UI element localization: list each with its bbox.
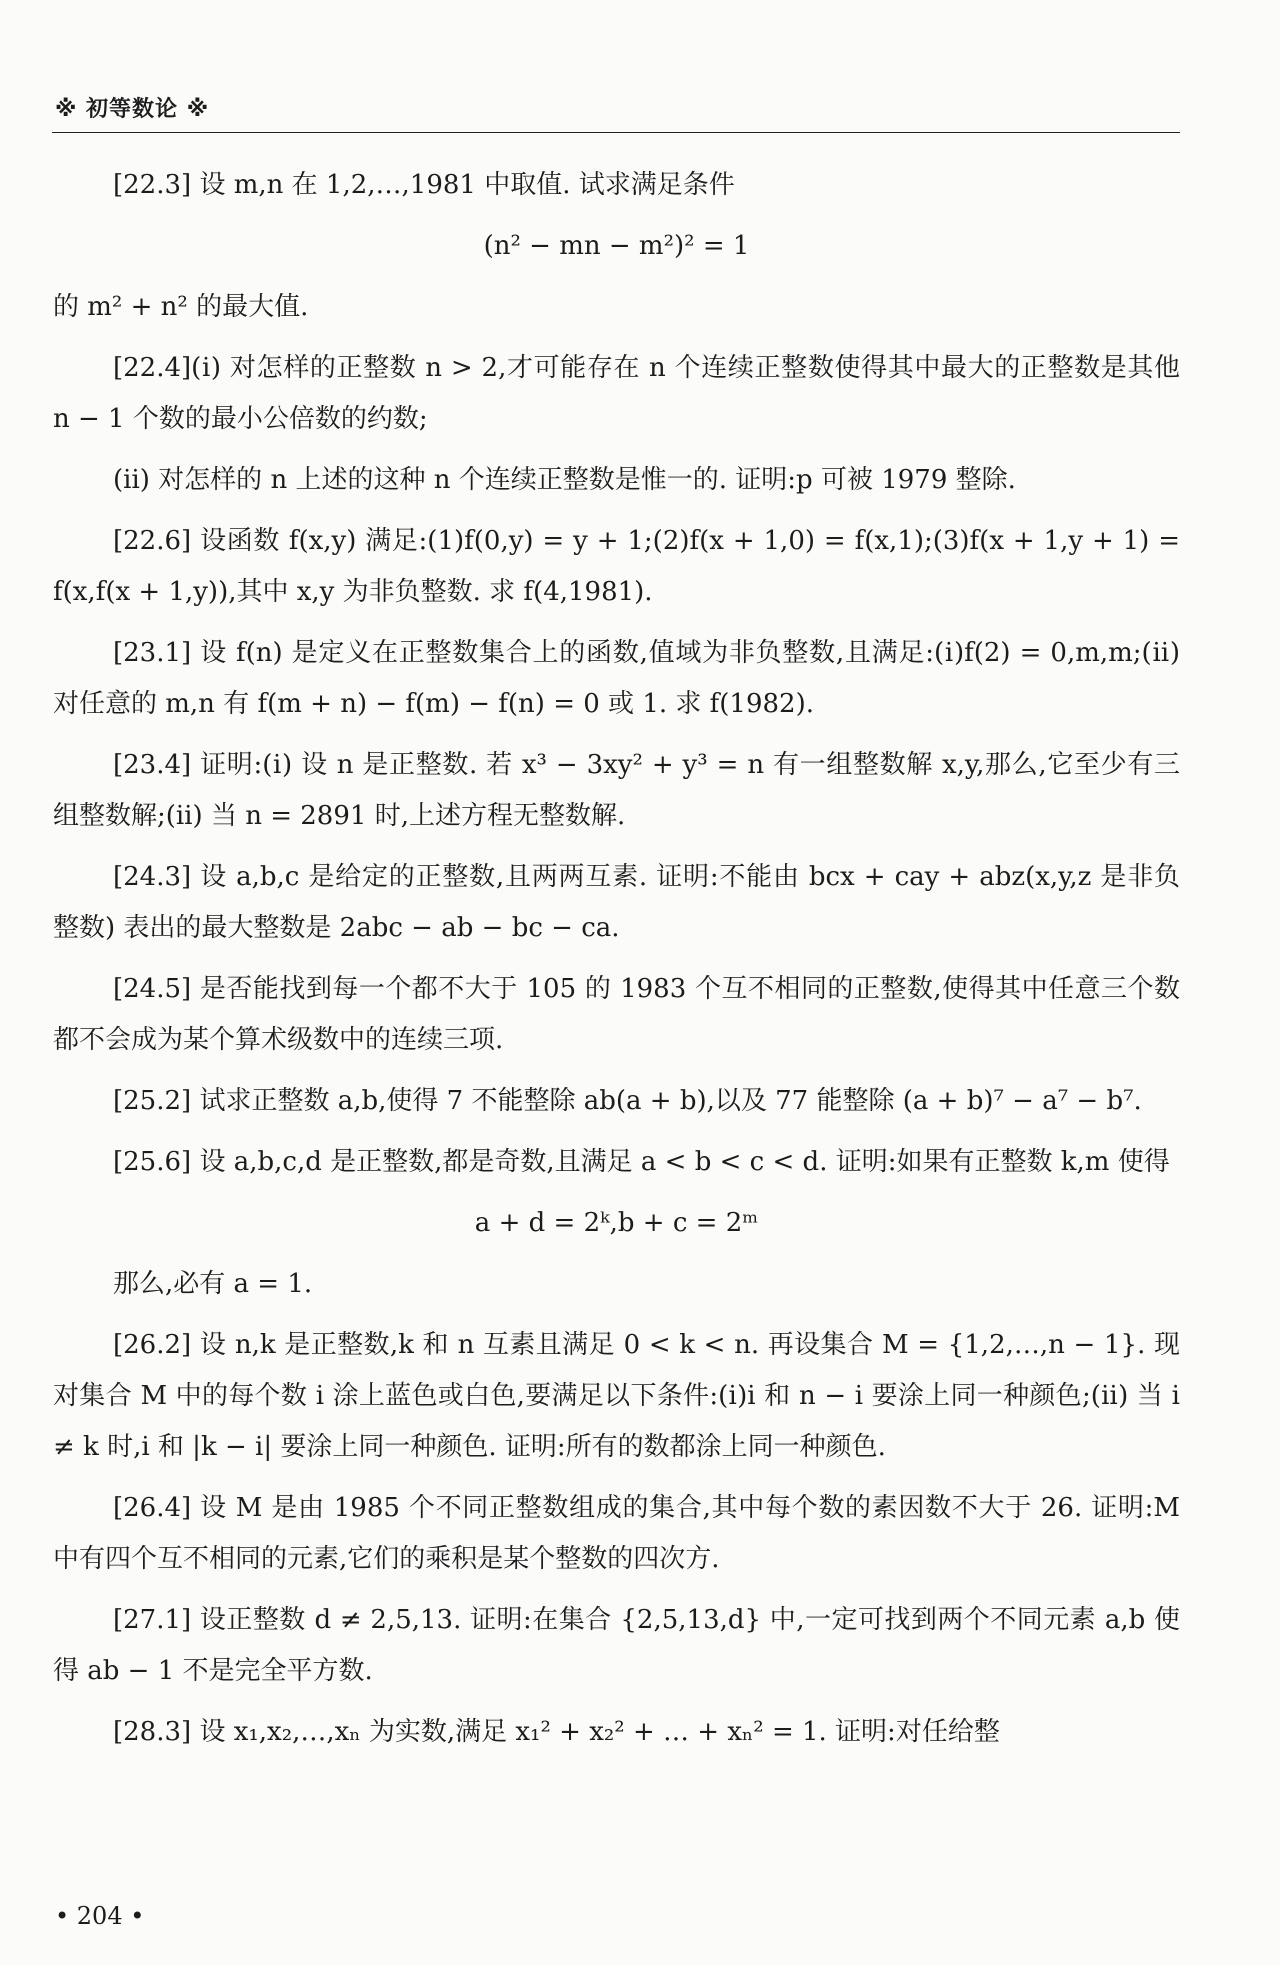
problem-22-3-tail: 的 m² + n² 的最大值. bbox=[53, 292, 309, 322]
formula-25-6: a + d = 2ᵏ,b + c = 2ᵐ bbox=[474, 1208, 759, 1238]
problem-23-1: [23.1] 设 f(n) 是定义在正整数集合上的函数,值域为非负整数,且满足:(ⅰ)f(2) = 0,m,m;(ⅱ) 对任意的 m,n 有 f(m + n) − f(m) − f(n) = 0 或 1. 求 f(1982). bbox=[53, 638, 1180, 719]
problem-26-4: [26.4] 设 M 是由 1985 个不同正整数组成的集合,其中每个数的素因数不大于 26. 证明:M 中有四个互不相同的元素,它们的乘积是某个整数的四次方. bbox=[53, 1493, 1180, 1574]
problem-25-6-tail: 那么,必有 a = 1. bbox=[113, 1269, 313, 1299]
problem-22-6: [22.6] 设函数 f(x,y) 满足:(1)f(0,y) = y + 1;(2)f(x + 1,0) = f(x,1);(3)f(x + 1,y + 1) = f(x,f(x + 1,y)),其中 x,y 为非负整数. 求 f(4,1981). bbox=[53, 526, 1180, 607]
page-number: • 204 • bbox=[55, 1902, 145, 1930]
running-header: ※ 初等数论 ※ bbox=[55, 97, 210, 122]
formula-22-3: (n² − mn − m²)² = 1 bbox=[483, 231, 750, 261]
problem-22-3: [22.3] 设 m,n 在 1,2,…,1981 中取值. 试求满足条件 bbox=[113, 170, 735, 200]
problem-22-4-part2: (ⅱ) 对怎样的 n 上述的这种 n 个连续正整数是惟一的. 证明:p 可被 1979 整除. bbox=[113, 465, 1016, 495]
problem-23-4: [23.4] 证明:(ⅰ) 设 n 是正整数. 若 x³ − 3xy² + y³ = n 有一组整数解 x,y,那么,它至少有三组整数解;(ⅱ) 当 n = 2891 时,上述方程无整数解. bbox=[53, 750, 1180, 831]
problem-22-4: [22.4](ⅰ) 对怎样的正整数 n > 2,才可能存在 n 个连续正整数使得其中最大的正整数是其他 n − 1 个数的最小公倍数的约数; bbox=[53, 353, 1180, 434]
problem-25-2: [25.2] 试求正整数 a,b,使得 7 不能整除 ab(a + b),以及 77 能整除 (a + b)⁷ − a⁷ − b⁷. bbox=[113, 1086, 1142, 1116]
problem-24-3: [24.3] 设 a,b,c 是给定的正整数,且两两互素. 证明:不能由 bcx + cay + abz(x,y,z 是非负整数) 表出的最大整数是 2abc − ab − bc − ca. bbox=[53, 862, 1180, 943]
problem-25-6: [25.6] 设 a,b,c,d 是正整数,都是奇数,且满足 a < b < c < d. 证明:如果有正整数 k,m 使得 bbox=[113, 1147, 1170, 1177]
header-rule bbox=[52, 132, 1180, 133]
problem-28-3: [28.3] 设 x₁,x₂,…,xₙ 为实数,满足 x₁² + x₂² + … + xₙ² = 1. 证明:对任给整 bbox=[113, 1717, 1000, 1747]
problem-24-5: [24.5] 是否能找到每一个都不大于 105 的 1983 个互不相同的正整数,使得其中任意三个数都不会成为某个算术级数中的连续三项. bbox=[53, 974, 1180, 1055]
problem-27-1: [27.1] 设正整数 d ≠ 2,5,13. 证明:在集合 {2,5,13,d} 中,一定可找到两个不同元素 a,b 使得 ab − 1 不是完全平方数. bbox=[53, 1605, 1180, 1686]
page-body bbox=[53, 160, 1180, 1768]
problem-26-2: [26.2] 设 n,k 是正整数,k 和 n 互素且满足 0 < k < n. 再设集合 M = {1,2,…,n − 1}. 现对集合 M 中的每个数 i 涂上蓝色或白色,要满足以下条件:(ⅰ)i 和 n − i 要涂上同一种颜色;(ⅱ) 当 i ≠ k 时,i 和 |k − i| 要涂上同一种颜色. 证明:所有的数都涂上同一种颜色. bbox=[53, 1330, 1180, 1462]
